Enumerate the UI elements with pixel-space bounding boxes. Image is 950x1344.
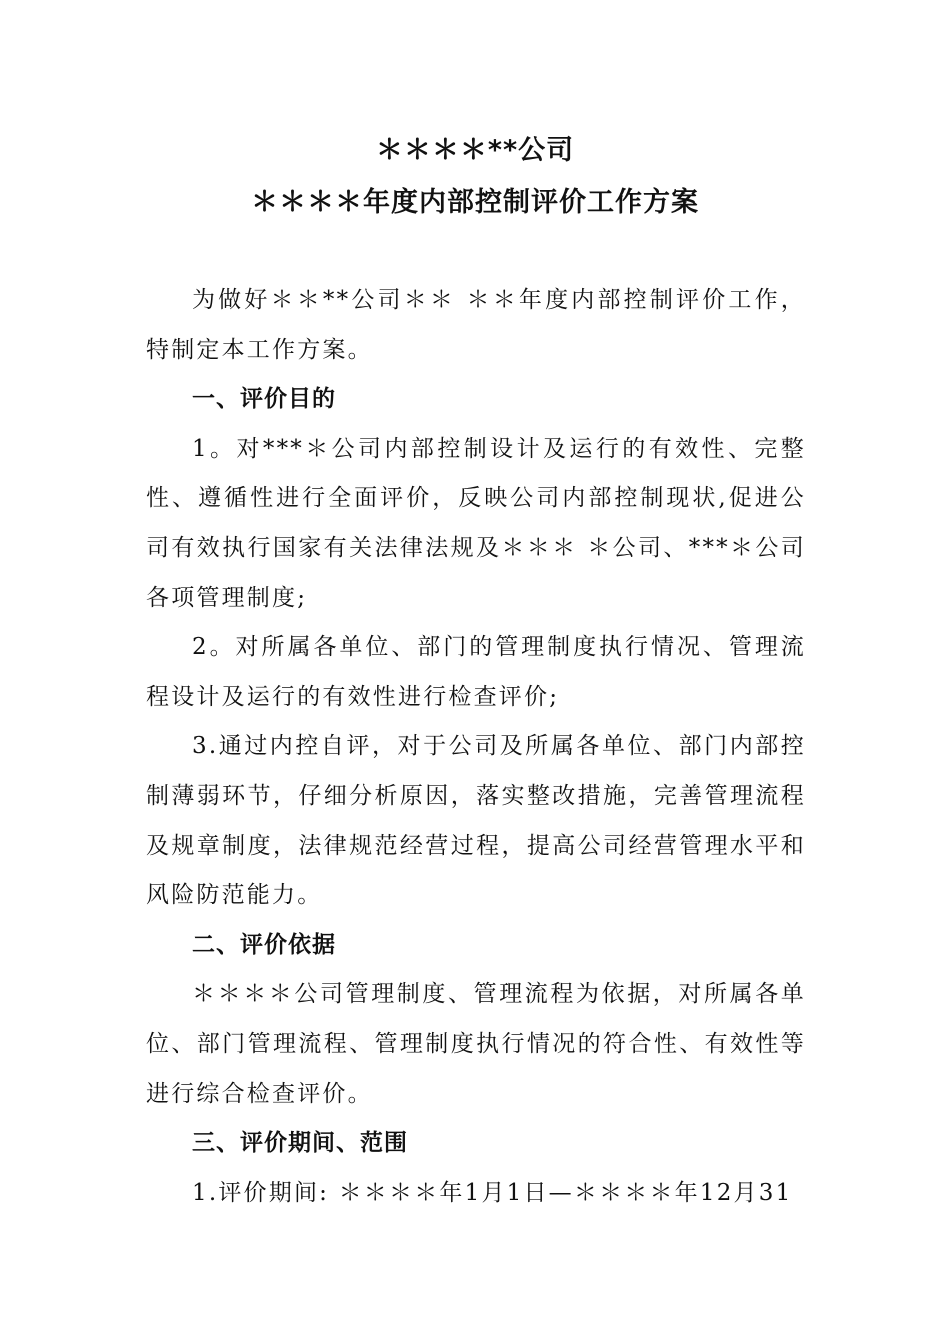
section-heading-basis: 二、评价依据 xyxy=(192,931,336,958)
purpose-item-1: 1。对***＊公司内部控制设计及运行的有效性、完整性、遵循性进行全面评价，反映公司内部控制现状,促进公司有效执行国家有关法律法规及＊＊＊ ＊公司、***＊公司各项管理制度; xyxy=(146,435,806,611)
section-heading-period-scope: 三、评价期间、范围 xyxy=(192,1130,408,1157)
purpose-item-2: 2。对所属各单位、部门的管理制度执行情况、管理流程设计及运行的有效性进行检查评价; xyxy=(146,634,806,710)
document-title-plan: ＊＊＊＊年度内部控制评价工作方案 xyxy=(251,187,699,218)
document-title-company: ＊＊＊＊**公司 xyxy=(375,135,575,166)
section-heading-purpose: 一、评价目的 xyxy=(192,386,336,413)
document-body xyxy=(146,276,806,1218)
purpose-item-3: 3.通过内控自评，对于公司及所属各单位、部门内部控制薄弱环节，仔细分析原因，落实整改措施，完善管理流程及规章制度，法律规范经营过程，提高公司经营管理水平和风险防范能力。 xyxy=(146,733,806,909)
period-item-1: 1.评价期间: ＊＊＊＊年1月1日—＊＊＊＊年12月31 xyxy=(192,1179,793,1206)
intro-paragraph: 为做好＊＊**公司＊＊ ＊＊年度内部控制评价工作，特制定本工作方案。 xyxy=(146,287,806,363)
basis-paragraph: ＊＊＊＊公司管理制度、管理流程为依据，对所属各单位、部门管理流程、管理制度执行情况的符合性、有效性等进行综合检查评价。 xyxy=(146,981,806,1107)
